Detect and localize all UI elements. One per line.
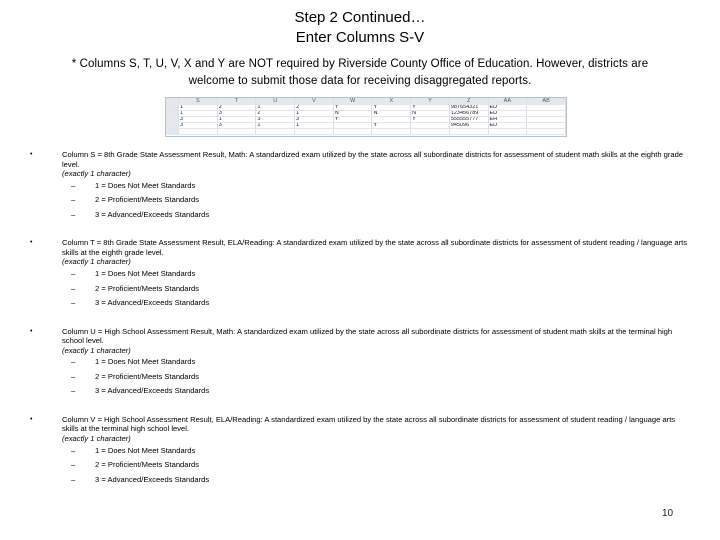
column-header: U [256,98,295,105]
table-cell: 3 [179,117,218,123]
column-header: Y [411,98,450,105]
dash-icon: – [71,357,76,367]
option-text: 3 = Advanced/Exceeds Standards [95,474,210,484]
table-cell: 3 [179,123,218,129]
dash-icon: – [71,386,76,396]
column-definitions [30,150,690,487]
table-cell: 1 [256,105,295,111]
table-cell: ED [488,123,527,129]
column-v-definition [30,415,690,487]
length-note: (exactly 1 character) [62,169,131,179]
table-cell: 555555777 [449,117,488,123]
dash-icon: – [71,460,76,470]
table-cell [217,129,256,135]
option-item [71,355,690,370]
dash-icon: – [71,371,76,381]
title-line-1: Step 2 Continued… [294,9,426,26]
dash-icon: – [71,283,76,293]
table-cell: Y [333,117,372,123]
column-header: AB [527,98,566,105]
dash-icon: – [71,298,76,308]
option-item [71,370,690,385]
table-cell: 3 [217,111,256,117]
dash-icon: – [71,445,76,455]
column-header: W [333,98,372,105]
table-cell [333,129,372,135]
dash-icon: – [71,269,76,279]
option-item [71,193,690,208]
column-header: AA [488,98,527,105]
table-cell: N [372,111,411,117]
option-text: 3 = Advanced/Exceeds Standards [95,298,210,308]
requirement-note: * Columns S, T, U, V, X and Y are NOT required by Riverside County Office of Education. However, districts are welcome to submit those data for receiving disaggregated reports. [71,58,649,87]
column-header: V [295,98,334,105]
table-row [166,129,566,135]
option-item [71,384,690,399]
option-item [71,208,690,223]
table-cell [256,129,295,135]
column-header: S [179,98,218,105]
length-note: (exactly 1 character) [62,257,131,267]
option-text: 2 = Proficient/Meets Standards [95,460,200,470]
definition-text: Column U = High School Assessment Result, Math: A standardized exam utilized by the state across all subordinate districts for assessment of student math skills at the terminal high school level. [62,326,673,346]
table-cell: 3 [256,117,295,123]
option-text: 2 = Proficient/Meets Standards [95,195,200,205]
column-u-definition [30,327,690,399]
option-text: 1 = Does Not Meet Standards [95,180,196,190]
slide-title [0,8,720,48]
table-cell: Y [411,105,450,111]
table-cell: 2 [217,105,256,111]
definition-text: Column T = 8th Grade State Assessment Result, ELA/Reading: A standardized exam utilized by the state across all subordinate districts for assessment of student reading / language arts skills at the eighth grade level. [62,238,688,257]
column-header: X [372,98,411,105]
table-cell: Y [411,117,450,123]
table-cell: 2 [256,111,295,117]
dash-icon: – [71,474,76,484]
option-item [71,296,690,311]
table-cell [295,129,334,135]
option-text: 3 = Advanced/Exceeds Standards [95,209,210,219]
table-cell [449,129,488,135]
table-cell: ED [488,105,527,111]
table-cell: 1 [295,123,334,129]
option-text: 1 = Does Not Meet Standards [95,269,196,279]
option-item [71,458,690,473]
table-cell: 1 [295,111,334,117]
option-text: 3 = Advanced/Exceeds Standards [95,386,210,396]
table-cell: 3 [295,117,334,123]
table-cell: 3 [217,123,256,129]
table-cell: ED [488,111,527,117]
bullet-icon: • [30,415,33,423]
table-cell [411,129,450,135]
table-cell: Y [372,105,411,111]
table-cell [372,129,411,135]
table-cell: 945096 [449,123,488,129]
option-text: 1 = Does Not Meet Standards [95,445,196,455]
table-cell: 2 [295,105,334,111]
spreadsheet-excerpt [165,97,567,137]
table-cell: N [333,111,372,117]
page-number: 10 [662,508,674,519]
bullet-icon: • [30,327,33,335]
bullet-icon: • [30,151,33,158]
dash-icon: – [71,180,76,190]
table-cell: Y [333,105,372,111]
option-item [71,267,690,282]
title-line-2: Enter Columns S-V [295,29,425,46]
definition-text: Column S = 8th Grade State Assessment Result, Math: A standardized exam utilized by the state across all subordinate districts for assessment of student math skills at the eighth grade level. [62,150,684,169]
table-cell [488,129,527,135]
option-item [71,282,690,297]
table-cell: 123456789 [449,111,488,117]
option-item [71,179,690,194]
table-cell: Y [372,123,411,129]
table-cell: 1 [179,105,218,111]
table-cell: N [411,111,450,117]
column-header: T [217,98,256,105]
option-item [71,444,690,459]
option-text: 2 = Proficient/Meets Standards [95,283,200,293]
definition-text: Column V = High School Assessment Result, ELA/Reading: A standardized exam utilized by the state across all subordinate districts for assessment of student reading / language arts skills at the terminal high school level. [62,414,676,434]
column-header: Z [449,98,488,105]
table-cell: 1 [256,123,295,129]
option-item [71,473,690,488]
length-note: (exactly 1 character) [62,434,131,444]
table-cell: 1 [217,117,256,123]
table-cell: 987654321 [449,105,488,111]
dash-icon: – [71,209,76,219]
column-t-definition [30,238,690,310]
bullet-icon: • [30,239,33,247]
table-cell: 1 [179,111,218,117]
spreadsheet-table [166,98,566,135]
table-cell [179,129,218,135]
table-cell: EH [488,117,527,123]
dash-icon: – [71,195,76,205]
option-text: 1 = Does Not Meet Standards [95,357,196,367]
length-note: (exactly 1 character) [62,345,131,355]
column-s-definition [30,150,690,222]
option-text: 2 = Proficient/Meets Standards [95,371,200,381]
